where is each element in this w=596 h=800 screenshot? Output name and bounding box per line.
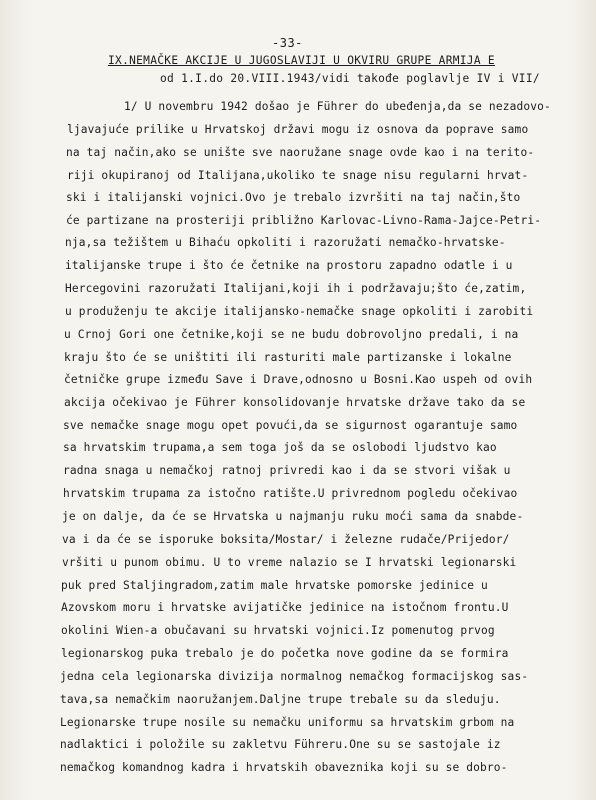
text-line: akcija očekivao je Führer konsolidovanje hrvatske države tako da se — [64, 396, 526, 409]
text-line: ljavajuće prilike u Hrvatskoj državi mogu iz osnova da poprave samo — [67, 123, 529, 136]
text-line: italijanske trupe i što će četnike na prostoru zapadno odatle i u — [65, 259, 513, 272]
text-line: će partizane na prosteriji približno Karlovac-Livno-Rama-Jajce-Petri- — [66, 214, 542, 227]
text-line: u Crnoj Gori one četnike,koji se ne budu dobrovoljno predali, i na — [64, 328, 519, 341]
text-line: nemačkog komandnog kadra i hrvatskih obaveznika koji su se dobro- — [60, 761, 508, 774]
text-line: nja,sa težištem u Bihaću opkoliti i razoružati nemačko-hrvatske- — [65, 236, 506, 249]
text-line: hrvatskim trupama za istočno ratište.U privrednom pogledu očekivao — [63, 487, 518, 500]
text-line: Hercegovini razoružati Italijani,koji ih i podržavaju;što će,zatim, — [65, 282, 527, 295]
text-line: na taj način,ako se unište sve naoružane snage ovde kao i na terito- — [66, 146, 535, 159]
text-line: puk pred Staljingradom,zatim male hrvatske pomorske jedinice u — [61, 579, 488, 592]
text-line: 1/ U novembru 1942 došao je Führer do ubeđenja,da se nezadovo- — [124, 100, 551, 113]
text-line: sve nemačke snage mogu opet povući,da se sigurnost ogarantuje samo — [63, 419, 518, 432]
text-line: jedna cela legionarska divizija normalnog nemačkog formacijskog sas- — [60, 670, 529, 683]
text-line: okolini Wien-a obučavani su hrvatski vojnici.Iz pomenutog prvog — [61, 624, 495, 637]
text-line: četničke grupe između Save i Drave,odnosno u Bosni.Kao uspeh od ovih — [64, 373, 533, 386]
text-line: riji okupiranoj od Italijana,ukoliko te snage nisu regularni hrvat- — [67, 169, 529, 182]
text-line: va i da će se isporuke boksita/Mostar/ i železne rudače/Prijedor/ — [62, 533, 510, 546]
section-heading: IX.NEMAČKE AKCIJE U JUGOSLAVIJI U OKVIRU GRUPE ARMIJA E — [108, 54, 495, 67]
text-line: sa hrvatskim trupama,a sem toga još da se oslobodi ljudstvo kao — [63, 441, 497, 454]
section-date-range: od 1.I.do 20.VIII.1943/vidi takođe poglavlje IV i VII/ — [160, 72, 540, 85]
text-line: Azovskom moru i hrvatske avijatičke jedinice na istočnom frontu.U — [61, 601, 509, 614]
text-line: radna snaga u nemačkoj ratnoj privredi kao i da se stvori višak u — [63, 464, 511, 477]
text-line: nadlaktici i položile su zakletvu Führeru.One su se sastojale iz — [60, 738, 501, 751]
text-line: tava,sa nemačkim naoružanjem.Daljne trupe trebale su da sleduju. — [60, 693, 501, 706]
text-line: je on dalje, da će se Hrvatska u najmanju ruku moći sama da snabde- — [62, 510, 524, 523]
text-line: Legionarske trupe nosile su nemačku uniformu sa hrvatskim grbom na — [60, 716, 515, 729]
text-line: ski i italijanski vojnici.Ovo je trebalo izvršiti na taj način,što — [66, 191, 521, 204]
text-line: vršiti u punom obimu. U to vreme nalazio se I hrvatski legionarski — [62, 556, 517, 569]
text-line: kraju što će se uništiti ili rasturiti male partizanske i lokalne — [64, 351, 512, 364]
page-number: -33- — [272, 36, 303, 50]
text-line: u produženju te akcije italijansko-nemačke snage opkoliti i zarobiti — [65, 305, 534, 318]
text-line: legionarskog puka trebalo je do početka nove godine da se formira — [61, 647, 509, 660]
